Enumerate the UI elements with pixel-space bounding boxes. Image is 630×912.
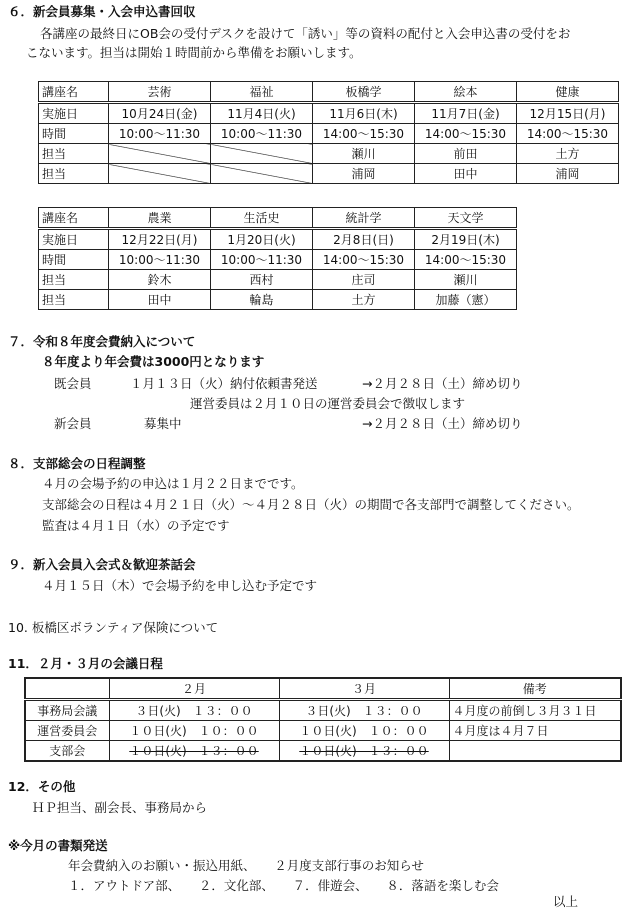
table-cell: 浦岡 — [313, 164, 415, 184]
table-cell: 11月6日(木) — [313, 103, 415, 124]
table-cell: 浦岡 — [517, 164, 619, 184]
table-cell: １０日(火) １０：００ — [279, 721, 449, 741]
existing-member-text: １月１３日（火）納付依頼書発送 — [130, 376, 318, 391]
table-cell: 板橋学 — [313, 82, 415, 103]
documents-heading: ※今月の書類発送 — [8, 838, 108, 853]
table-row — [39, 103, 619, 124]
section-7-heading: ７．令和８年度会費納入について — [8, 334, 196, 349]
table-cell: 10月24日(金) — [109, 103, 211, 124]
table-cell: 瀬川 — [313, 144, 415, 164]
table-cell: 担当 — [39, 164, 109, 184]
existing-member-deadline: →２月２８日（土）締め切り — [362, 376, 523, 391]
table-cell: ４月度は４月７日 — [449, 721, 621, 741]
table-cell: 14:00～15:30 — [517, 124, 619, 144]
section-10-heading: 10. 板橋区ボランティア保険について — [8, 620, 219, 635]
documents-line-2: １．アウトドア部、 ２．文化部、 ７．俳遊会、 ８．落語を楽しむ会 — [68, 878, 499, 893]
table-cell — [25, 678, 109, 700]
table-row — [39, 82, 619, 103]
table-cell: 10:00～11:30 — [211, 124, 313, 144]
table-cell: ３日(火) １３：００ — [109, 700, 279, 721]
table-cell: 11月4日(火) — [211, 103, 313, 124]
lecture-schedule-table-1 — [38, 81, 619, 184]
table-cell: 12月22日(月) — [109, 229, 211, 250]
table-cell-empty — [211, 164, 313, 184]
table-cell-empty — [109, 164, 211, 184]
table-cell: 時間 — [39, 124, 109, 144]
section-9-line-1: ４月１５日（木）で会場予約を申し込む予定です — [42, 578, 318, 593]
table-cell: 土方 — [517, 144, 619, 164]
table-row — [25, 678, 621, 700]
table-cell: 10:00～11:30 — [109, 250, 211, 270]
table-cell: 2月8日(日) — [313, 229, 415, 250]
lecture-schedule-table-2 — [38, 207, 517, 310]
table-row — [39, 250, 517, 270]
table-cell: 時間 — [39, 250, 109, 270]
table-cell: 支部会 — [25, 741, 109, 762]
table-cell: 担当 — [39, 290, 109, 310]
table-cell: 14:00～15:30 — [313, 124, 415, 144]
table-row — [39, 270, 517, 290]
table-cell: 12月15日(月) — [517, 103, 619, 124]
section-8-line-3: 監査は４月１日（水）の予定です — [42, 518, 230, 533]
table-cell-empty — [109, 144, 211, 164]
table-cell: 事務局会議 — [25, 700, 109, 721]
table-cell: 1月20日(火) — [211, 229, 313, 250]
table-cell: 2月19日(木) — [415, 229, 517, 250]
table-cell: 庄司 — [313, 270, 415, 290]
table-cell: 14:00～15:30 — [415, 124, 517, 144]
table-cell — [449, 741, 621, 762]
table-cell: 備考 — [449, 678, 621, 700]
table-cell: 田中 — [415, 164, 517, 184]
table-cell: 11月7日(金) — [415, 103, 517, 124]
table-cell: 前田 — [415, 144, 517, 164]
table-cell: 14:00～15:30 — [313, 250, 415, 270]
new-member-deadline: →２月２８日（土）締め切り — [362, 416, 523, 431]
table-row — [39, 229, 517, 250]
section-6-para-2: こないます。担当は開始１時間前から準備をお願いします。 — [26, 45, 362, 60]
table-row — [25, 700, 621, 721]
table-row — [39, 290, 517, 310]
table-cell: ４月度の前倒し３月３１日 — [449, 700, 621, 721]
closing-text: 以上 — [553, 894, 579, 909]
section-6-heading: ６．新会員募集・入会申込書回収 — [8, 4, 196, 19]
section-8-heading: ８．支部総会の日程調整 — [8, 456, 146, 471]
table-cell: 福祉 — [211, 82, 313, 103]
table-cell: 実施日 — [39, 103, 109, 124]
table-cell: 鈴木 — [109, 270, 211, 290]
table-cell: 実施日 — [39, 229, 109, 250]
table-cell: 講座名 — [39, 208, 109, 229]
table-cell: 10:00～11:30 — [211, 250, 313, 270]
new-member-text: 募集中 — [144, 416, 182, 431]
new-member-label: 新会員 — [54, 416, 92, 431]
table-row — [39, 144, 619, 164]
table-cell: 輪島 — [211, 290, 313, 310]
table-cell: 生活史 — [211, 208, 313, 229]
section-8-line-1: ４月の会場予約の申込は１月２２日までです。 — [42, 476, 304, 491]
table-cell: 担当 — [39, 270, 109, 290]
meeting-schedule-table — [24, 677, 622, 762]
section-9-heading: ９．新入会員入会式＆歓迎茶話会 — [8, 557, 196, 572]
section-7-line-1: ８年度より年会費は3000円となります — [42, 354, 265, 369]
existing-member-label: 既会員 — [54, 376, 92, 391]
section-12-line-1: ＨＰ担当、副会長、事務局から — [32, 800, 208, 815]
table-cell: １０日(火) １３：００ — [109, 741, 279, 762]
table-cell: １０日(火) １０：００ — [109, 721, 279, 741]
table-cell-empty — [211, 144, 313, 164]
table-cell: 14:00～15:30 — [415, 250, 517, 270]
section-11-heading: 11．２月・３月の会議日程 — [8, 656, 163, 671]
table-cell: ２月 — [109, 678, 279, 700]
existing-member-note: 運営委員は２月１０日の運営委員会で徴収します — [190, 396, 466, 411]
table-cell: ３日(火) １３：００ — [279, 700, 449, 721]
table-cell: 田中 — [109, 290, 211, 310]
table-cell: 健康 — [517, 82, 619, 103]
documents-line-1: 年会費納入のお願い・振込用紙、 ２月度支部行事のお知らせ — [68, 858, 424, 873]
table-cell: 講座名 — [39, 82, 109, 103]
table-cell: １０日(火) １３：００ — [279, 741, 449, 762]
table-cell: 担当 — [39, 144, 109, 164]
table-row — [39, 208, 517, 229]
section-6-para-1: 各講座の最終日にOB会の受付デスクを設けて「誘い」等の資料の配付と入会申込書の受付をお — [40, 26, 571, 41]
table-cell: 瀬川 — [415, 270, 517, 290]
table-cell: 運営委員会 — [25, 721, 109, 741]
section-8-line-2: 支部総会の日程は４月２１日（火）～４月２８日（火）の期間で各支部門で調整してください。 — [42, 497, 580, 512]
table-cell: 農業 — [109, 208, 211, 229]
table-row — [25, 721, 621, 741]
table-row — [25, 741, 621, 762]
table-cell: 10:00～11:30 — [109, 124, 211, 144]
table-cell: 天文学 — [415, 208, 517, 229]
table-row — [39, 124, 619, 144]
section-12-heading: 12．その他 — [8, 779, 76, 794]
table-cell: 西村 — [211, 270, 313, 290]
table-row — [39, 164, 619, 184]
table-cell: 土方 — [313, 290, 415, 310]
table-cell: ３月 — [279, 678, 449, 700]
table-cell: 芸術 — [109, 82, 211, 103]
table-cell: 絵本 — [415, 82, 517, 103]
table-cell: 統計学 — [313, 208, 415, 229]
table-cell: 加藤（憲） — [415, 290, 517, 310]
